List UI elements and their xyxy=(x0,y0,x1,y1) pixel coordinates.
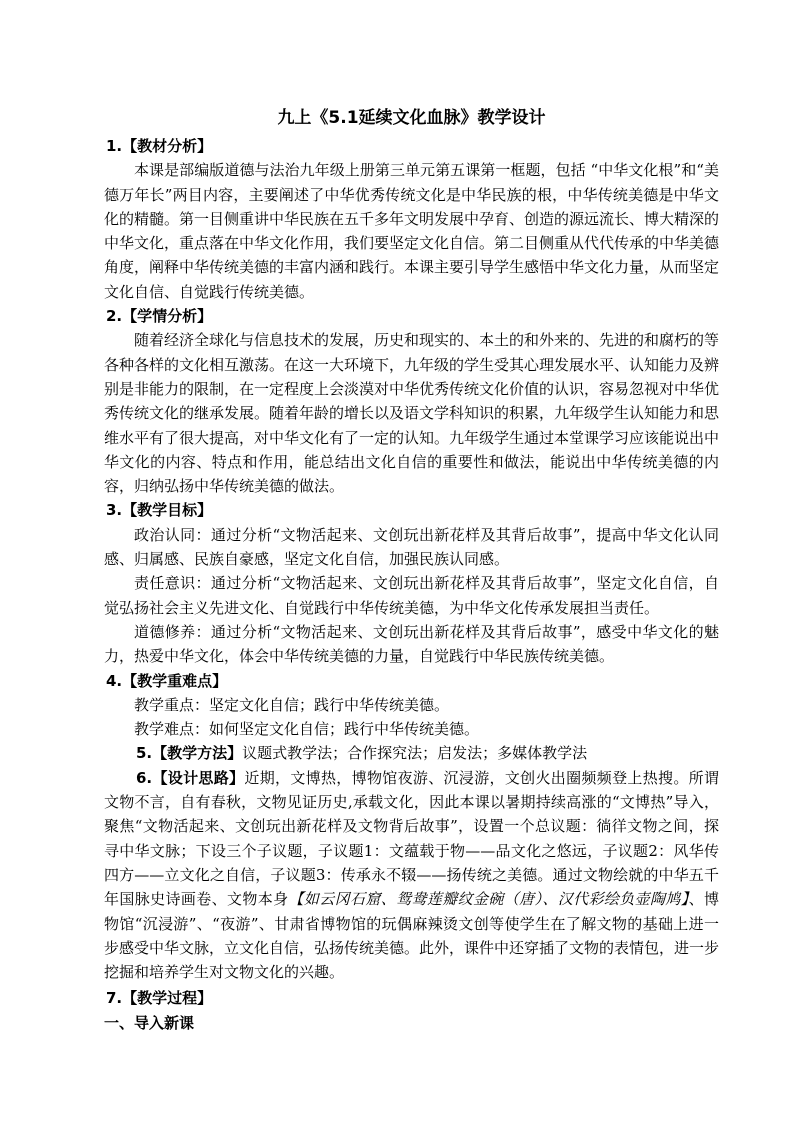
section-heading-teaching-goals: 3.【教学目标】 xyxy=(106,501,213,520)
teaching-methods-text: 议题式教学法；合作探究法；启发法；多媒体教学法 xyxy=(242,744,588,763)
difficult-point-text: 教学难点：如何坚定文化自信；践行中华传统美德。 xyxy=(134,720,480,739)
section-design-idea xyxy=(104,766,719,985)
section-heading-design-idea: 6.【设计思路】 xyxy=(136,768,245,787)
section-heading-key-points: 4.【教学重难点】 xyxy=(106,671,228,690)
document-content xyxy=(104,106,719,1035)
design-idea-text-a: 近期，文博热，博物馆夜游、沉浸游，文创火出圈频频登上热搜。所谓文物不言，自有春秋，文物见证历史,承载文化，因此本课以暑期持续高涨的“文博热”导入，聚焦“文物活起来、文创玩出新花样及文物背后故事”，设置一个总议题：徜徉文物之间，探寻中华文脉；下设三个子议题，子议题1：文蕴载于物——品文化之悠远，子议题2：风华传四方——立文化之自信，子议题3：传承永不辍——扬传统之美德。通过文物绘就的中华五千年国脉史诗画卷、文物本身 xyxy=(104,768,719,909)
goal-political-identity: 政治认同：通过分析“文物活起来、文创玩出新花样及其背后故事”，提高中华文化认同感、归属感、民族自豪感，坚定文化自信，加强民族认同感。 xyxy=(104,525,719,569)
goal-responsibility: 责任意识：通过分析“文物活起来、文创玩出新花样及其背后故事”，坚定文化自信，自觉弘扬社会主义先进文化、自觉践行中华传统美德，为中华文化传承发展担当责任。 xyxy=(104,574,719,617)
design-idea-artifact-list: 【如云冈石窟、鸳鸯莲瓣纹金碗（唐）、汉代彩绘负壶陶鸠】 xyxy=(288,890,689,909)
textbook-analysis-paragraph: 本课是部编版道德与法治九年级上册第三单元第五课第一框题，包括 “中华文化根”和“美德万年长”两目内容，主要阐述了中华优秀传统文化是中华民族的根，中华传统美德是中华文化的精髓。第一目侧重讲中华民族在五千多年文明发展中孕育、创造的源远流长、博大精深的中华文化，重点落在中华文化作用，我们要坚定文化自信。第二目侧重从代代传承的中华美德角度，阐释中华传统美德的丰富内涵和践行。本课主要引导学生感悟中华文化力量，从而坚定文化自信、自觉践行传统美德。 xyxy=(104,161,720,301)
learner-analysis-paragraph: 随着经济全球化与信息技术的发展，历史和现实的、本土的和外来的、先进的和腐朽的等各种各样的文化相互激荡。在这一大环境下，九年级的学生受其心理发展水平、认知能力及辨别是非能力的限制，在一定程度上会淡漠对中华优秀传统文化价值的认识，容易忽视对中华优秀传统文化的继承发展。随着年龄的增长以及语文学科知识的积累，九年级学生认知能力和思维水平有了很大提高，对中华文化有了一定的认知。九年级学生通过本堂课学习应该能说出中华文化的内容、特点和作用，能总结出文化自信的重要性和做法，能说出中华传统美德的内容，归纳弘扬中华传统美德的做法。 xyxy=(104,331,720,496)
section-heading-teaching-methods: 5.【教学方法】 xyxy=(136,744,243,763)
section-heading-textbook-analysis: 1.【教材分析】 xyxy=(106,137,213,155)
document-title: 九上《5.1延续文化血脉》教学设计 xyxy=(277,108,546,128)
subsection-heading-introduction: 一、导入新课 xyxy=(104,1013,195,1032)
key-point-text: 教学重点：坚定文化自信；践行中华传统美德。 xyxy=(134,695,450,714)
section-heading-learner-analysis: 2.【学情分析】 xyxy=(106,307,213,326)
design-idea-text-b: 、博物馆“沉浸游”、“夜游”、甘肃省博物馆的玩偶麻辣烫文创等使学生在了解文物的基础上进一步感受中华文脉，立文化自信，弘扬传统美德。此外，课件中还穿插了文物的表情包，进一步挖掘和培养学生对文物文化的兴趣。 xyxy=(104,890,720,982)
section-heading-teaching-process: 7.【教学过程】 xyxy=(106,989,213,1008)
goal-moral-cultivation: 道德修养：通过分析“文物活起来、文创玩出新花样及其背后故事”，感受中华文化的魅力，热爱中华文化，体会中华传统美德的力量，自觉践行中华民族传统美德。 xyxy=(104,622,719,666)
section-teaching-methods xyxy=(104,741,719,765)
